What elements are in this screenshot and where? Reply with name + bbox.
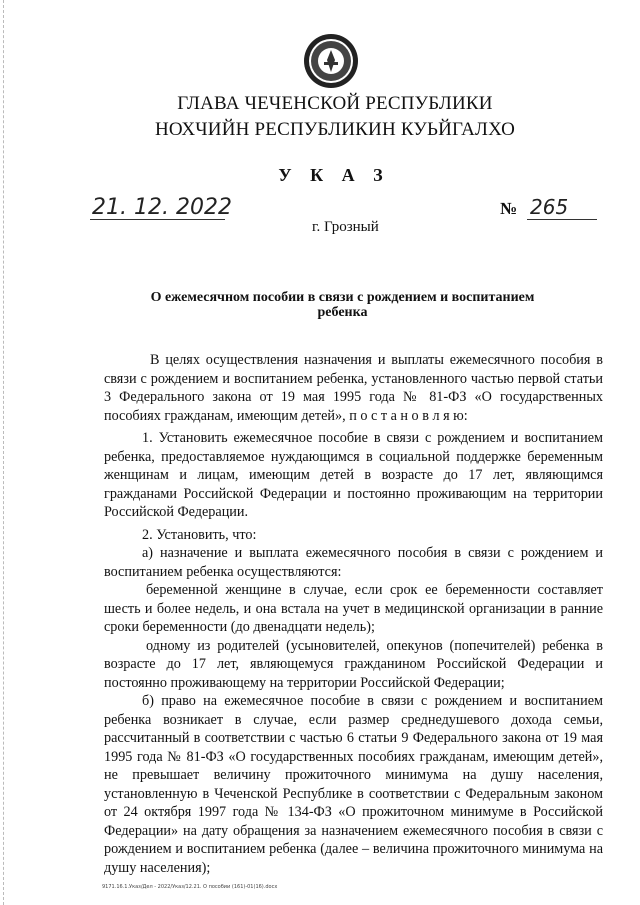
coat-of-arms-emblem [302,32,360,90]
header-line-1: ГЛАВА ЧЕЧЕНСКОЙ РЕСПУБЛИКИ [177,93,493,114]
header-line-2: НОХЧИЙН РЕСПУБЛИКИН КУЬЙГАЛХО [154,119,516,140]
handwritten-date: 21. 12. 2022 [92,195,232,220]
city: г. Грозный [312,219,379,235]
paragraph-2a-pregnant: беременной женщине в случае, если срок ее беременности составляет шесть и более недель, и она встала на учет в медицинской организации в ранние сроки беременности (до двенадцати недель); [104,582,603,635]
scan-edge [3,0,5,905]
paragraph-2a-parent: одному из родителей (усыновителей, опекунов (попечителей) ребенка в возрасте до 17 лет, являющемуся гражданином Российской Федерации и постоянно проживающему на территории Российской Федерации; [104,637,603,691]
paragraph-2a: а) назначение и выплата ежемесячного пособия в связи с рождением и воспитанием ребенка осуществляются: [104,545,603,580]
paragraph-2: 2. Установить, что: [142,526,257,543]
number-underline [527,219,597,220]
paragraph-1: 1. Установить ежемесячное пособие в связи с рождением и воспитанием ребенка, предоставляемое нуждающимся в социальной поддержке беременным женщинам и лицам, имеющим детей в возрасте до 17 лет, являющимся гражданами Российской Федерации и постоянно проживающим на территории Российской Федерации. [104,430,603,520]
paragraph-preamble: В целях осуществления назначения и выплаты ежемесячного пособия в связи с рождением и воспитанием ребенка, установленного частью первой статьи 3 Федерального закона от 19 мая 1995 года № 81-ФЗ «О государственных пособиях гражданам, имеющим детей», п о с т а н о в л я ю: [104,352,603,424]
decree-body [104,351,603,877]
file-path-footer: 9171.16.1.Указ/Дел - 2022/Указ/12.21. О пособии (161)-01(16).docx [102,884,278,890]
date-underline [90,219,225,220]
number-label: № [500,199,518,218]
decree-title: О ежемесячном пособии в связи с рождением и воспитанием ребенка [150,290,535,320]
paragraph-2b: б) право на ежемесячное пособие в связи с рождением и воспитанием ребенка возникает в случае, если размер среднедушевого дохода семьи, рассчитанный в соответствии с частью 6 статьи 9 Федерального закона от 19 мая 1995 года № 81-ФЗ «О государственных пособиях гражданам, имеющим детей», не превышает величину прожиточного минимума на душу населения, установленную в Чеченской Республике в соответствии с Федеральным законом от 24 октября 1997 года № 134-ФЗ «О прожиточном минимуме в Российской Федерации» на дату обращения за назначением ежемесячного пособия в связи с рождением и воспитанием ребенка (далее – величина прожиточного минимума на душу населения); [104,693,603,876]
document-type: У К А З [278,165,390,185]
handwritten-number: 265 [530,195,569,219]
